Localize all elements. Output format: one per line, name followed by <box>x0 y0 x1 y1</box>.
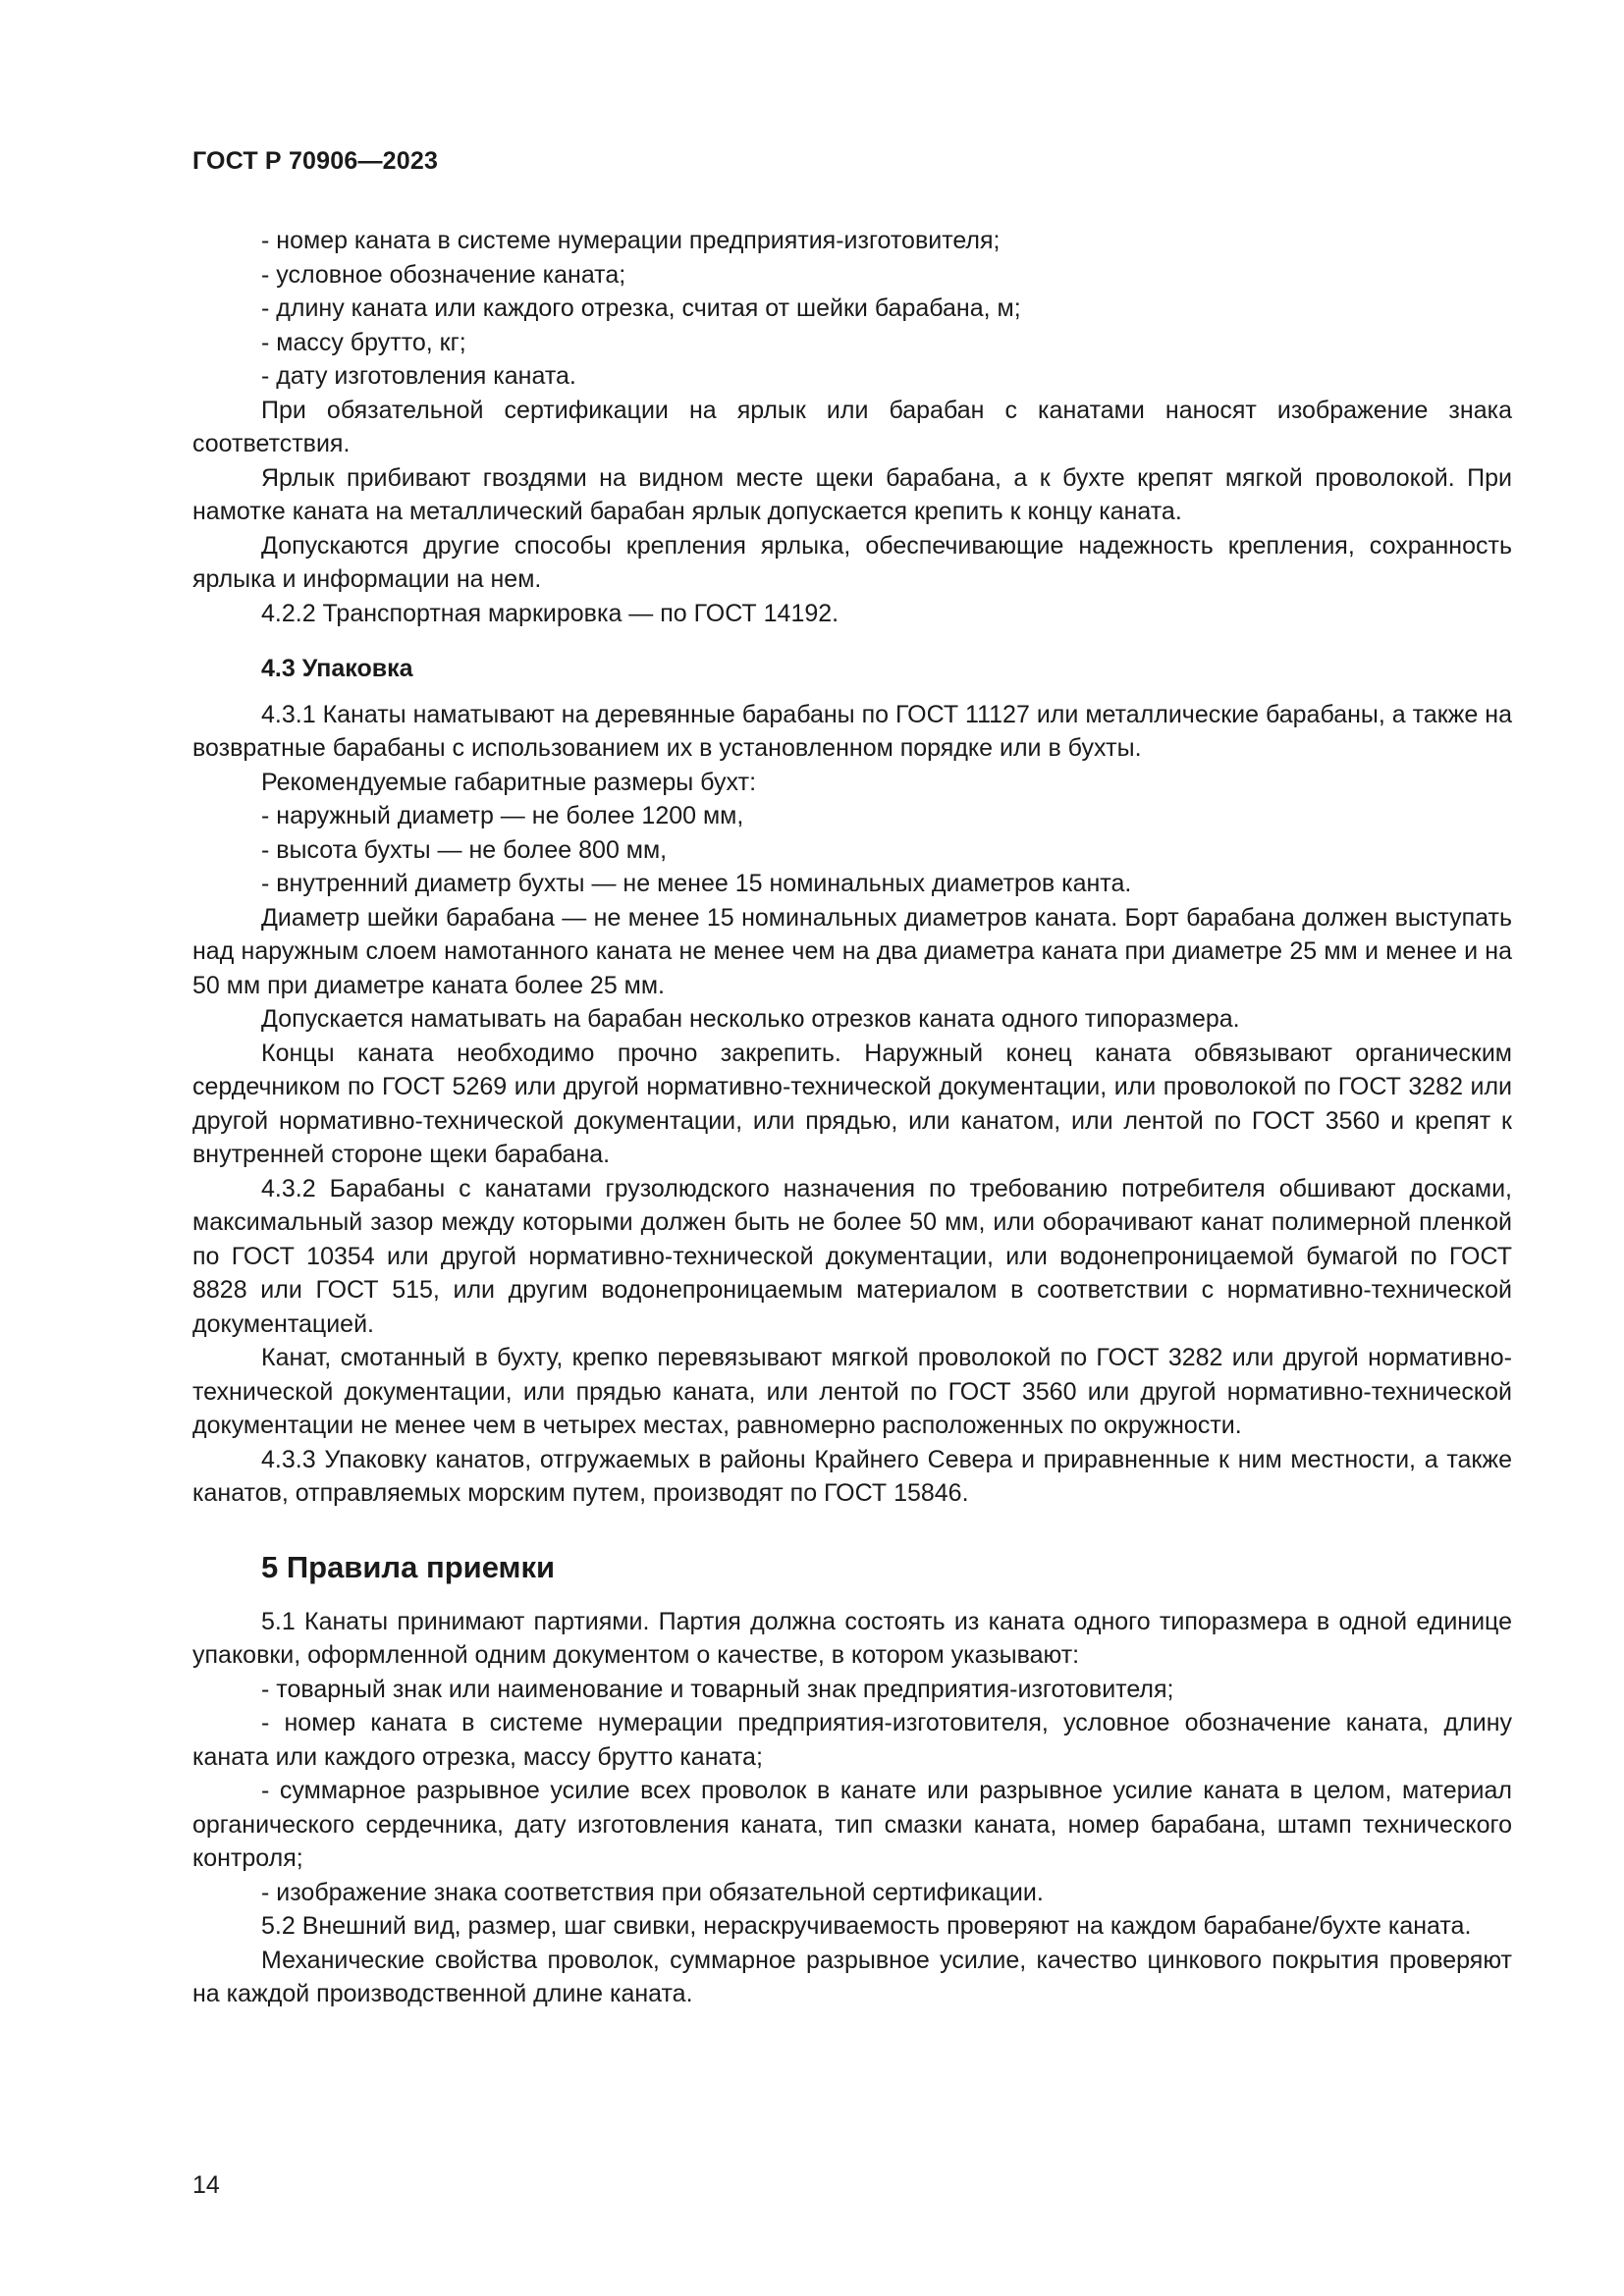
paragraph: 4.3.3 Упаковку канатов, отгружаемых в районы Крайнего Севера и приравненные к ним местности, а также канатов, отправляемых морским путем, производят по ГОСТ 15846. <box>192 1445 1512 1507</box>
list-item: - внутренний диаметр бухты — не менее 15 номинальных диаметров канта. <box>261 870 1132 897</box>
paragraph: 4.3.2 Барабаны с канатами грузолюдского назначения по требованию потребителя обшивают досками, максимальный зазор между которыми должен быть не более 50 мм, или оборачивают канат полимерной пленкой по ГОСТ 10354 или другой нормативно-технической документации, или водонепроницаемой бумагой по ГОСТ 8828 или ГОСТ 515, или другим водонепроницаемым материалом в соответствии с нормативно-технической документацией. <box>192 1174 1512 1338</box>
list-item: - номер каната в системе нумерации предприятия-изготовителя; <box>261 227 1001 254</box>
list-item: - высота бухты — не более 800 мм, <box>261 835 668 864</box>
paragraph: 4.3.1 Канаты наматывают на деревянные барабаны по ГОСТ 11127 или металлические барабаны, а также на возвратные барабаны с использованием их в установленном порядке или в бухты. <box>192 700 1512 762</box>
document-header: ГОСТ Р 70906—2023 <box>192 147 439 175</box>
paragraph: Ярлык прибивают гвоздями на видном месте щеки барабана, а к бухте крепят мягкой проволокой. При намотке каната на металлический барабан ярлык допускается крепить к концу каната. <box>192 463 1512 525</box>
subsection-heading: 4.3 Упаковка <box>261 655 413 682</box>
paragraph: 4.2.2 Транспортная маркировка — по ГОСТ 14192. <box>261 599 839 627</box>
paragraph: Механические свойства проволок, суммарное разрывное усилие, качество цинкового покрытия проверяют на каждой производственной длине каната. <box>192 1946 1512 2007</box>
paragraph: Концы каната необходимо прочно закрепить. Наружный конец каната обвязывают органическим сердечником по ГОСТ 5269 или другой нормативно-технической документации, или проволокой по ГОСТ 3282 или другой нормативно-технической документации, или прядью, или канатом, или лентой по ГОСТ 3560 и крепят к внутренней стороне щеки барабана. <box>192 1039 1512 1168</box>
list-item: - условное обозначение каната; <box>261 260 626 289</box>
list-item: - товарный знак или наименование и товарный знак предприятия-изготовителя; <box>261 1675 1174 1703</box>
paragraph: 5.2 Внешний вид, размер, шаг свивки, нераскручиваемость проверяют на каждом барабане/бухте каната. <box>261 1912 1472 1940</box>
list-item: - номер каната в системе нумерации предприятия-изготовителя, условное обозначение каната, длину каната или каждого отрезка, массу брутто каната; <box>192 1709 1512 1771</box>
paragraph: Диаметр шейки барабана — не менее 15 номинальных диаметров каната. Борт барабана должен выступать над наружным слоем намотанного каната не менее чем на два диаметра каната при диаметре 25 мм и менее и на 50 мм при диаметре каната более 25 мм. <box>192 903 1512 999</box>
paragraph: 5.1 Канаты принимают партиями. Партия должна состоять из каната одного типоразмера в одной единице упаковки, оформленной одним документом о качестве, в котором указывают: <box>192 1607 1512 1669</box>
paragraph: Допускаются другие способы крепления ярлыка, обеспечивающие надежность крепления, сохранность ярлыка и информации на нем. <box>192 531 1512 593</box>
list-item: - суммарное разрывное усилие всех проволок в канате или разрывное усилие каната в целом, материал органического сердечника, дату изготовления каната, тип смазки каната, номер барабана, штамп технического контроля; <box>192 1777 1512 1872</box>
list-item: - изображение знака соответствия при обязательной сертификации. <box>261 1878 1044 1906</box>
list-item: - длину каната или каждого отрезка, считая от шейки барабана, м; <box>261 294 1021 322</box>
list-item: - наружный диаметр — не более 1200 мм, <box>261 802 744 829</box>
paragraph: Канат, смотанный в бухту, крепко перевязывают мягкой проволокой по ГОСТ 3282 или другой нормативно-технической документации, или прядью каната, или лентой по ГОСТ 3560 или другой нормативно-технической документации не менее чем в четырех местах, равномерно расположенных по окружности. <box>192 1344 1512 1439</box>
list-item: - дату изготовления каната. <box>261 362 576 390</box>
list-item: - массу брутто, кг; <box>261 328 466 356</box>
page-number: 14 <box>192 2171 220 2199</box>
paragraph: При обязательной сертификации на ярлык или барабан с канатами наносят изображение знака соответствия. <box>192 396 1512 457</box>
paragraph: Рекомендуемые габаритные размеры бухт: <box>261 768 757 796</box>
document-body <box>192 224 1512 2011</box>
paragraph: Допускается наматывать на барабан несколько отрезков каната одного типоразмера. <box>261 1005 1240 1033</box>
section-heading: 5 Правила приемки <box>261 1549 556 1584</box>
